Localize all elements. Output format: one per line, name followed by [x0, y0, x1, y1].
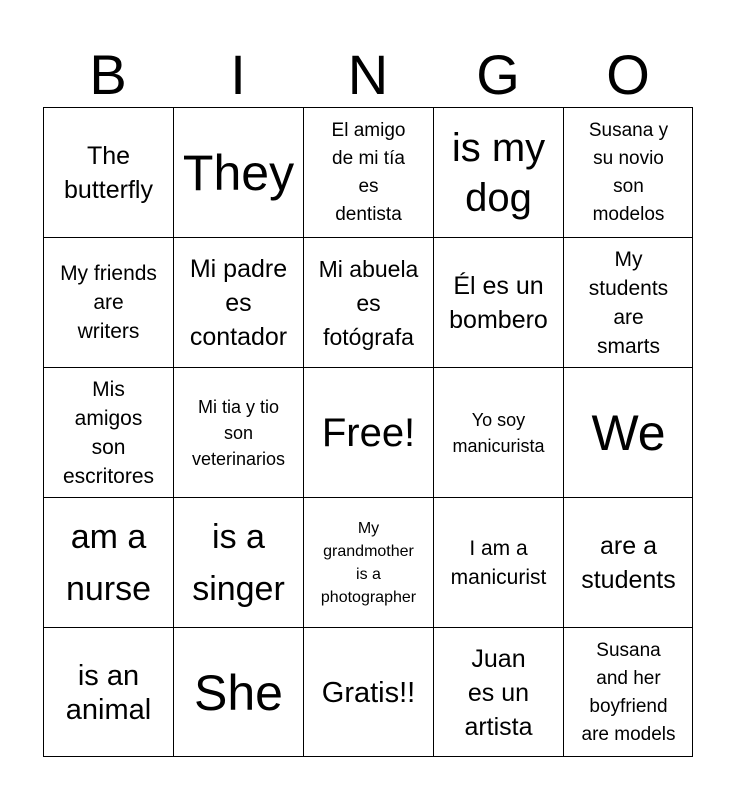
cell-text: am a nurse [65, 517, 152, 608]
cell-text: My grandmother is a photographer [320, 519, 417, 606]
header-letter-g: G [476, 43, 520, 106]
cell-text: My students are smarts [588, 247, 669, 358]
bingo-cell[interactable] [43, 107, 173, 237]
cell-text: Yo soy manicurista [452, 409, 545, 456]
bingo-cell[interactable] [43, 627, 173, 757]
bingo-cell[interactable] [173, 497, 303, 627]
bingo-cell[interactable] [43, 237, 173, 367]
bingo-cell[interactable] [433, 367, 563, 497]
header-letter-i: I [230, 43, 246, 106]
bingo-cell[interactable] [563, 497, 693, 627]
cell-text: We [591, 404, 666, 461]
bingo-cell[interactable] [433, 627, 563, 757]
cell-text: Mis amigos son escritores [62, 377, 155, 488]
bingo-cell[interactable] [303, 107, 433, 237]
cell-text: Susana and her boyfriend are models [581, 639, 676, 745]
bingo-cell[interactable] [563, 367, 693, 497]
bingo-cell[interactable] [563, 107, 693, 237]
cell-text: She [194, 664, 283, 721]
cell-text: Mi tia y tio son veterinarios [191, 396, 286, 469]
cell-text: The butterfly [64, 141, 153, 204]
bingo-cell[interactable] [433, 107, 563, 237]
bingo-cell[interactable] [173, 237, 303, 367]
cell-text: is a singer [192, 517, 285, 608]
bingo-cell[interactable] [433, 497, 563, 627]
bingo-board [43, 107, 693, 757]
cell-text: Mi padre es contador [189, 254, 288, 351]
cell-text: Susana y su novio son modelos [588, 119, 669, 225]
cell-text: is my dog [451, 125, 546, 220]
free-space[interactable] [303, 367, 433, 497]
cell-text: They [182, 144, 295, 201]
cell-text: Gratis!! [321, 676, 416, 709]
header-letter-n: N [347, 43, 389, 106]
cell-text: Juan es un artista [464, 644, 533, 741]
bingo-cell[interactable] [303, 497, 433, 627]
bingo-cell[interactable] [173, 107, 303, 237]
bingo-cell[interactable] [43, 497, 173, 627]
cell-text: Mi abuela es fotógrafa [318, 255, 419, 350]
cell-text: are a students [581, 531, 676, 594]
header-letter-o: O [606, 43, 650, 106]
cell-text: Free! [321, 410, 416, 455]
bingo-header [43, 44, 693, 106]
bingo-cell[interactable] [173, 367, 303, 497]
bingo-cell[interactable] [43, 367, 173, 497]
bingo-cell[interactable] [563, 627, 693, 757]
header-letter-b: B [89, 43, 127, 106]
cell-text: Él es un bombero [449, 271, 548, 334]
bingo-cell[interactable] [563, 237, 693, 367]
cell-text: I am a manicurist [450, 536, 547, 589]
cell-text: El amigo de mi tía es dentista [331, 119, 406, 225]
bingo-cell[interactable] [173, 627, 303, 757]
bingo-cell[interactable] [303, 237, 433, 367]
bingo-cell[interactable] [433, 237, 563, 367]
cell-text: My friends are writers [60, 262, 157, 343]
cell-text: is an animal [65, 659, 152, 726]
bingo-cell[interactable] [303, 627, 433, 757]
